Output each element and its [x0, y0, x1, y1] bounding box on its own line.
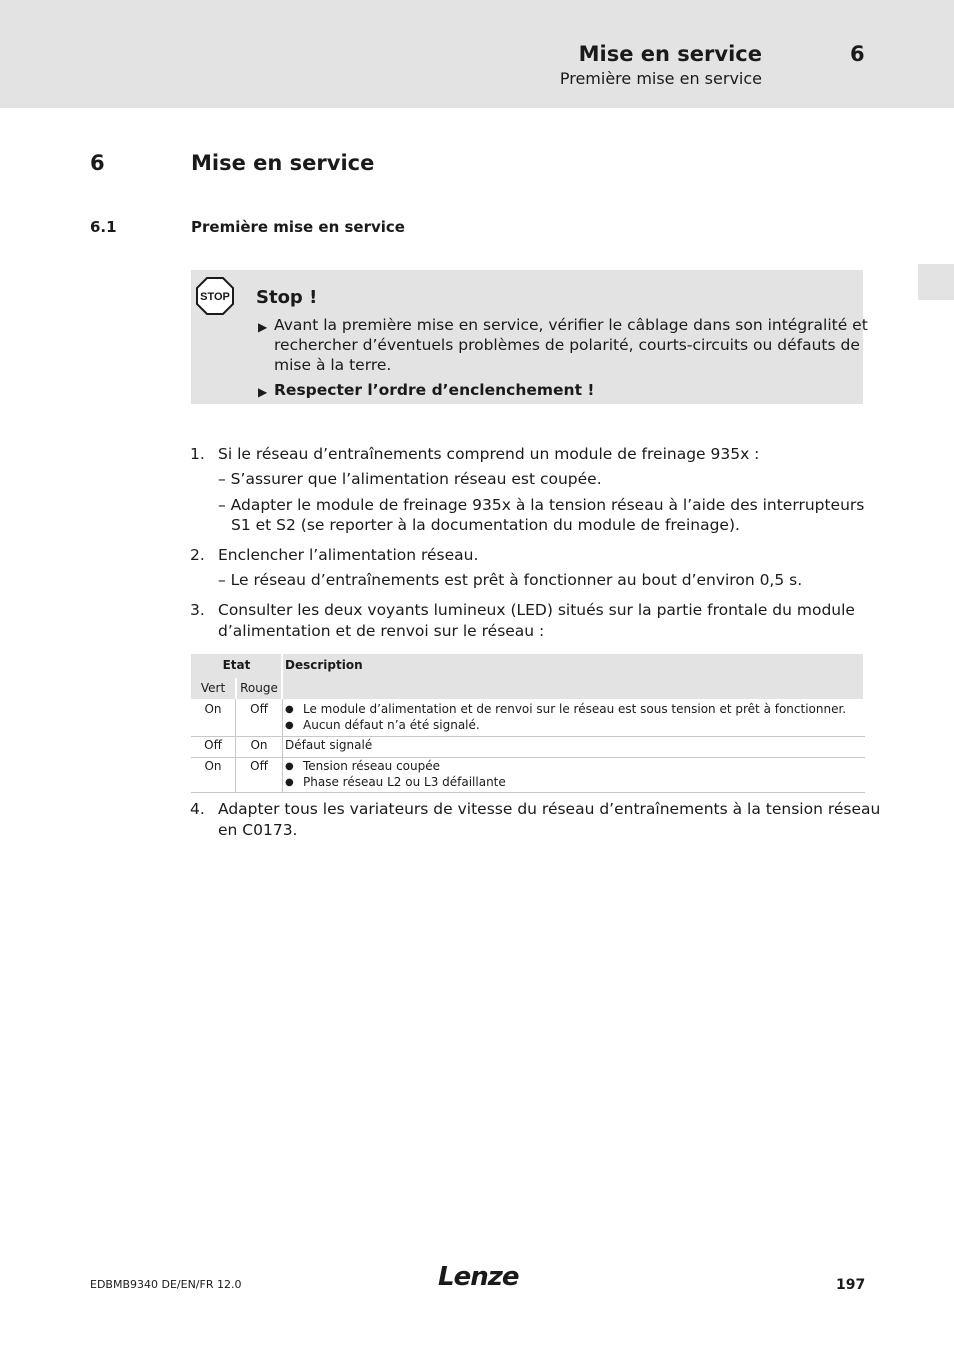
page-number: 197	[836, 1277, 866, 1293]
step-3-number: 3.	[190, 601, 205, 619]
step-3-line-2: d’alimentation et de renvoi sur le réseau :	[218, 622, 545, 640]
step-4-line-2: en C0173.	[218, 821, 298, 839]
stop-title: Stop !	[256, 287, 318, 308]
step-2-text: Enclencher l’alimentation réseau.	[218, 546, 479, 564]
footer-document-id: EDBMB9340 DE/EN/FR 12.0	[90, 1278, 242, 1291]
step-2-sub-1: – Le réseau d’entraînements est prêt à fonctionner au bout d’environ 0,5 s.	[218, 571, 803, 589]
arrow-bullet-icon: ▶	[258, 320, 268, 334]
chapter-side-tab	[918, 264, 954, 300]
step-4-number: 4.	[190, 800, 205, 818]
section-title: Mise en service	[191, 151, 375, 175]
step-1-sub-2: – Adapter le module de freinage 935x à la tension réseau à l’aide des interrupteurs	[218, 496, 865, 514]
bullet-icon: ●	[285, 777, 294, 788]
row-green-state: On	[204, 702, 222, 716]
step-2-number: 2.	[190, 546, 205, 564]
table-header-description: Description	[285, 658, 363, 672]
step-4-line-1: Adapter tous les variateurs de vitesse du réseau d’entraînements à la tension réseau	[218, 800, 881, 818]
section-number: 6	[90, 151, 105, 175]
stop-item-2: Respecter l’ordre d’enclenchement !	[274, 381, 595, 399]
row-description-item: Le module d’alimentation et de renvoi sur le réseau est sous tension et prêt à fonctionner.	[303, 702, 847, 716]
step-1-sub-1: – S’assurer que l’alimentation réseau est coupée.	[218, 470, 602, 488]
lenze-logo: Lenze	[438, 1262, 519, 1292]
row-green-state: Off	[204, 738, 222, 752]
row-red-state: Off	[250, 702, 268, 716]
row-red-state: Off	[250, 759, 268, 773]
header-title: Mise en service	[578, 42, 762, 66]
step-1-text: Si le réseau d’entraînements comprend un module de freinage 935x :	[218, 445, 760, 463]
row-description: Défaut signalé	[285, 738, 373, 752]
table-header-state: Etat	[222, 658, 251, 672]
stop-sign-icon	[196, 277, 234, 315]
stop-sign-text: STOP	[200, 291, 230, 303]
bullet-icon: ●	[285, 720, 294, 731]
row-description-item: Phase réseau L2 ou L3 défaillante	[303, 775, 506, 789]
bullet-icon: ●	[285, 761, 294, 772]
step-1-number: 1.	[190, 445, 205, 463]
stop-item-1: Avant la première mise en service, vérifier le câblage dans son intégralité et rechercher d’éventuels problèmes de polarité, courts-circuits ou défauts de mise à la terre.	[274, 316, 868, 374]
page-header	[0, 0, 954, 108]
subsection-title: Première mise en service	[191, 218, 405, 236]
table-header-green: Vert	[200, 681, 226, 695]
table-header-red: Rouge	[240, 681, 278, 695]
step-3-line-1: Consulter les deux voyants lumineux (LED) situés sur la partie frontale du module	[218, 601, 855, 619]
step-1-sub-2-cont: S1 et S2 (se reporter à la documentation du module de freinage).	[231, 516, 740, 534]
row-description-item: Aucun défaut n’a été signalé.	[303, 718, 480, 732]
header-chapter-number: 6	[850, 42, 865, 66]
subsection-number: 6.1	[90, 218, 117, 236]
row-red-state: On	[250, 738, 268, 752]
row-green-state: On	[204, 759, 222, 773]
arrow-bullet-icon: ▶	[258, 385, 268, 399]
row-description-item: Tension réseau coupée	[303, 759, 441, 773]
bullet-icon: ●	[285, 704, 294, 715]
header-subtitle: Première mise en service	[559, 69, 762, 88]
